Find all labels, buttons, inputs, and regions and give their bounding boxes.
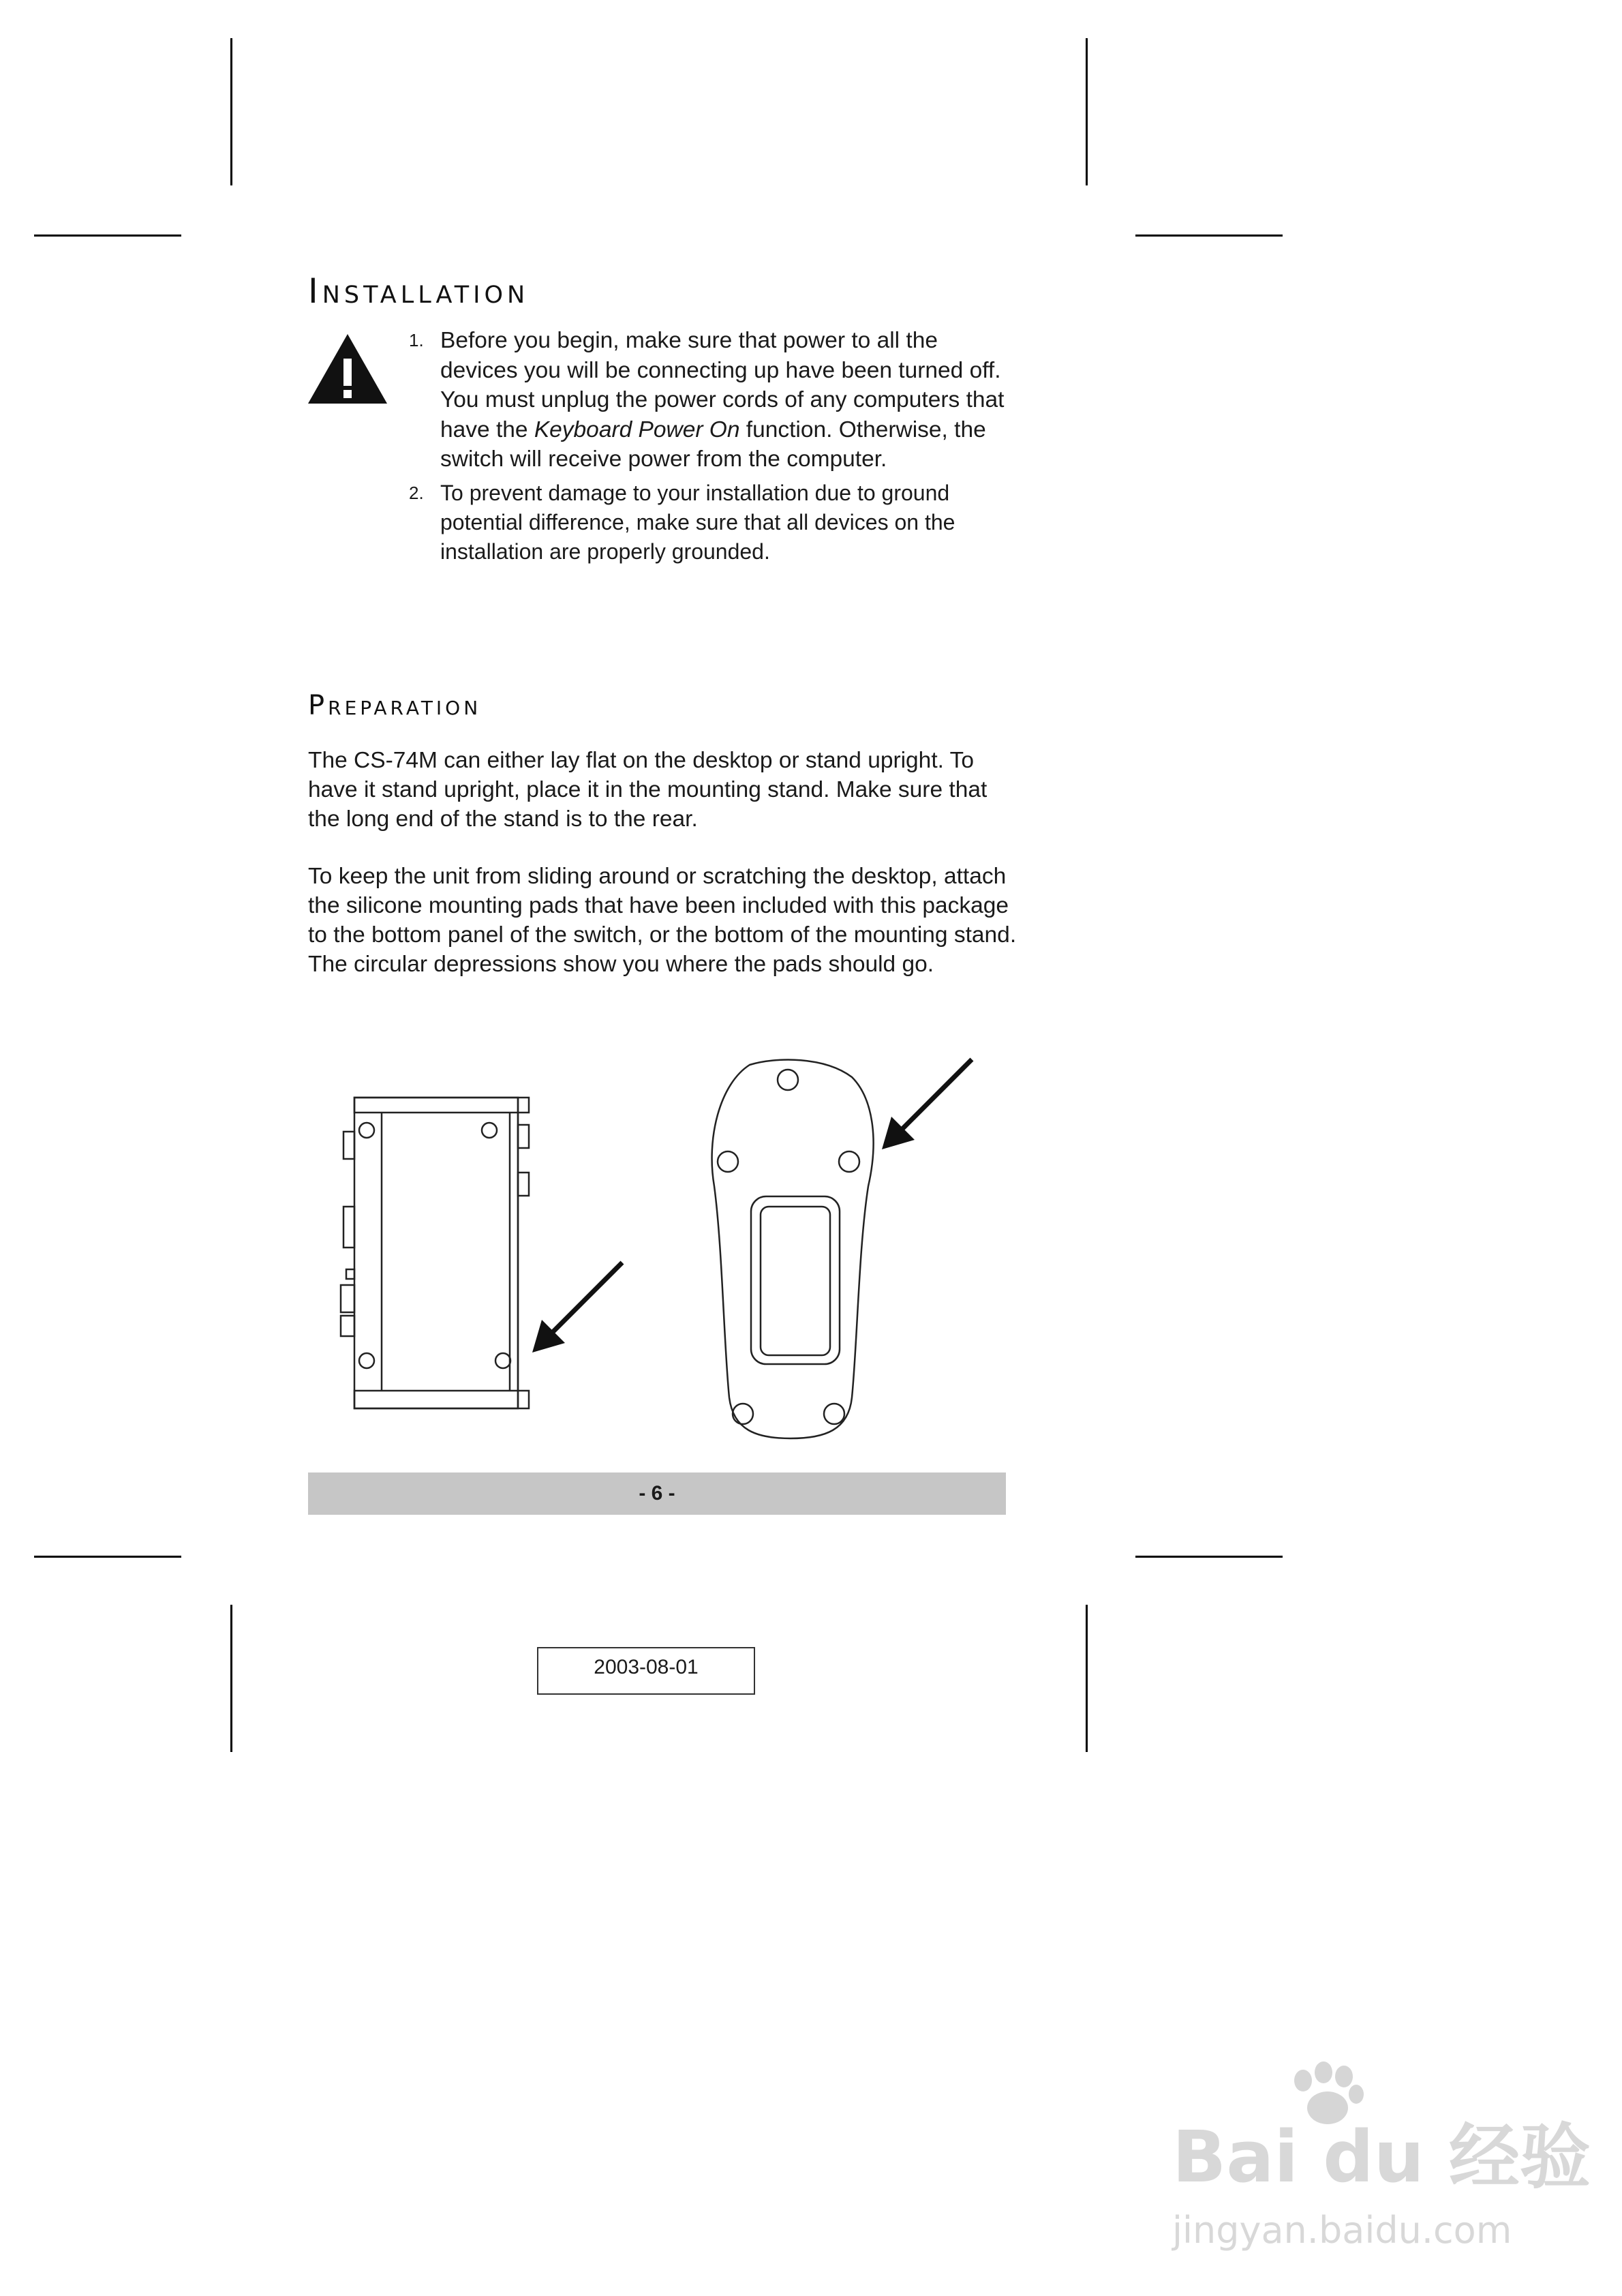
installation-heading: Installation — [308, 271, 530, 311]
preparation-heading: Preparation — [308, 690, 482, 721]
step-text: To prevent damage to your installation due to ground potential difference, make sure that all devices on the installation are properly grounded. — [440, 480, 955, 564]
page-number: - 6 - — [639, 1482, 675, 1505]
keyboard-power-on-emphasis: Keyboard Power On — [534, 417, 740, 442]
list-item — [409, 479, 1009, 567]
crop-mark — [34, 1556, 181, 1558]
mounting-stand-illustration — [709, 1057, 879, 1445]
crop-mark — [34, 235, 181, 237]
installation-steps — [409, 326, 1009, 567]
crop-mark — [230, 1605, 232, 1752]
switch-side-view-illustration — [334, 1091, 538, 1411]
crop-mark — [1135, 235, 1283, 237]
warning-triangle-icon — [307, 333, 388, 405]
arrow-icon — [528, 1254, 630, 1357]
watermark-url: jingyan.baidu.com — [1172, 2209, 1512, 2252]
step-text: Before you begin, make sure that power to all the devices you will be connecting up have been turned off. You must unplug the power cords of any computers that have the Keyboard Power On function. Otherwise, the switch will receive power from the computer. — [440, 328, 1005, 472]
preparation-paragraph: The CS-74M can either lay flat on the desktop or stand upright. To have it stand upright, place it in the mounting stand. Make sure that the long end of the stand is to the rear. — [308, 748, 988, 832]
page-number-bar — [308, 1472, 1006, 1515]
date-stamp: 2003-08-01 — [537, 1647, 755, 1695]
list-item — [409, 326, 1009, 474]
crop-mark — [1086, 38, 1088, 185]
crop-mark — [1135, 1556, 1283, 1558]
preparation-paragraph: To keep the unit from sliding around or scratching the desktop, attach the silicone mounting pads that have been included with this package to the bottom panel of the switch, or the bottom of the mounting stand. The circular depressions show you where the pads should go. — [308, 864, 1017, 977]
watermark-brand: Bai du 经验 — [1172, 2115, 1591, 2199]
step-number: 1. — [409, 330, 424, 350]
arrow-icon — [878, 1051, 980, 1153]
baidu-jingyan-watermark — [1152, 2045, 1591, 2270]
crop-mark — [1086, 1605, 1088, 1752]
step-number: 2. — [409, 482, 424, 503]
crop-mark — [230, 38, 232, 185]
